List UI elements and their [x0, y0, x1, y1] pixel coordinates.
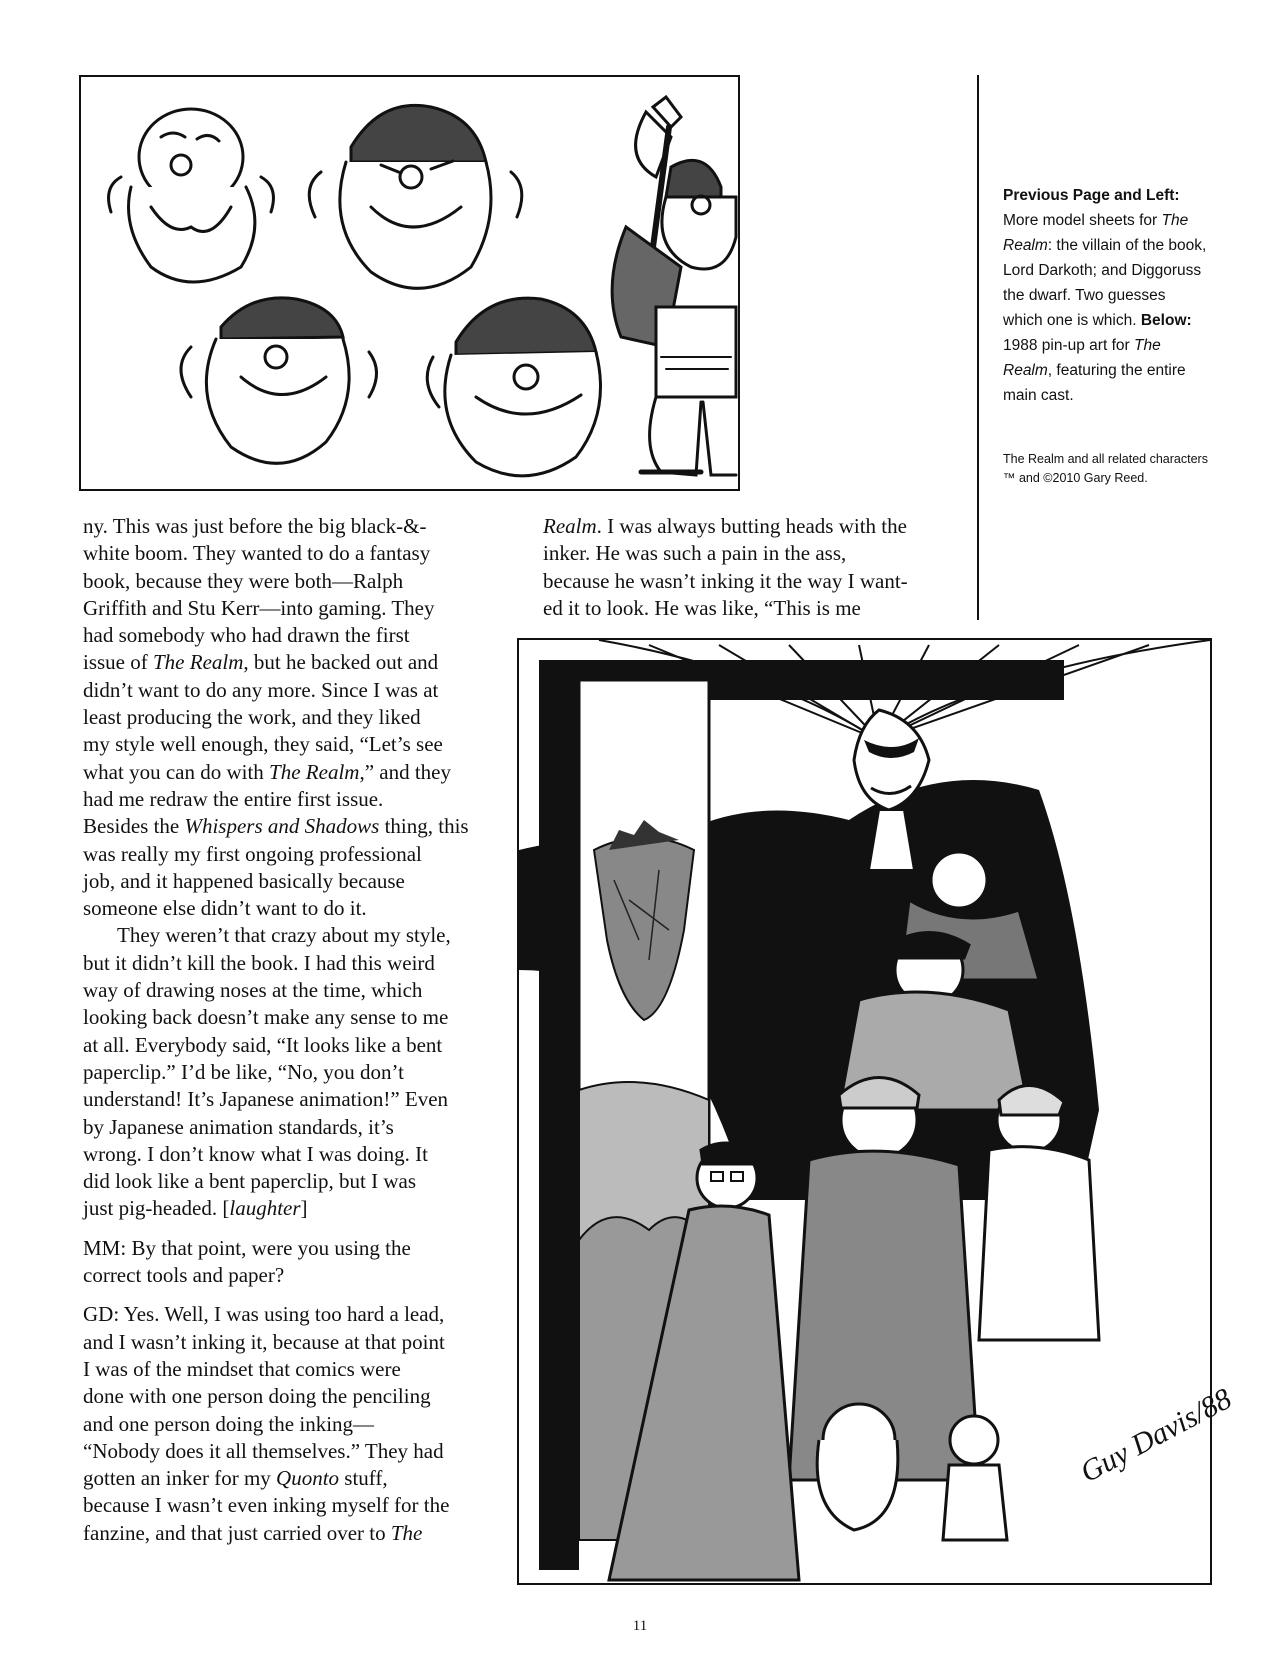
text-line: looking back doesn’t make any sense to me: [83, 1005, 449, 1030]
realm-pinup-illustration: [517, 638, 1237, 1585]
book-title: The Realm: [153, 650, 244, 675]
text-line: way of drawing noses at the time, which: [83, 978, 423, 1003]
book-title: Whispers and Shadows: [184, 814, 380, 839]
text-run: fanzine, and that just carried over to: [83, 1520, 391, 1545]
caption-title-1: The Realm: [1003, 212, 1189, 254]
text-line: wrong. I don’t know what I was doing. It: [83, 1141, 428, 1166]
text-run: Yes. Well, I was using too hard a lead,: [119, 1302, 445, 1327]
text-line: [83, 1465, 513, 1492]
text-run: Besides the: [83, 814, 185, 839]
text-line: done with one person doing the penciling: [83, 1384, 431, 1409]
text-line: did look like a bent paperclip, but I was: [83, 1169, 416, 1194]
text-line: and one person doing the inking—: [83, 1411, 375, 1436]
text-line: correct tools and paper?: [83, 1263, 285, 1288]
text-run: ]: [300, 1196, 308, 1221]
realm-pinup-drawing: [519, 640, 1237, 1583]
caption-text-1c: : the villain of the book, Lord Darkoth; and Diggoruss the dwarf. Two guesses which one is which.: [1003, 237, 1207, 329]
paragraph-1: [83, 513, 513, 922]
dwarf-model-sheet-illustration: [79, 75, 740, 491]
text-line: [543, 513, 943, 540]
text-line: ed it to look. He was like, “This is me: [543, 595, 861, 620]
speaker-label: MM:: [83, 1235, 127, 1260]
text-run: . I was always butting heads with the: [596, 514, 907, 538]
text-line: because he wasn’t inking it the way I want-: [543, 568, 908, 593]
paragraph-2: [83, 922, 513, 1222]
dwarf-head-sketch-2: [309, 105, 522, 288]
text-line: and I wasn’t inking it, because at that point: [83, 1329, 445, 1354]
text-line: someone else didn’t want to do it.: [83, 896, 367, 921]
book-title: Realm: [543, 514, 597, 538]
paragraph-gap: [83, 1289, 513, 1301]
book-title: Quonto: [276, 1466, 340, 1491]
dwarf-full-body-sketch: [612, 97, 736, 475]
text-line: at all. Everybody said, “It looks like a bent: [83, 1032, 443, 1057]
dwarf-head-sketch-4: [427, 298, 600, 476]
text-line: didn’t want to do any more. Since I was at: [83, 677, 439, 702]
text-line: had somebody who had drawn the first: [83, 623, 410, 648]
caption-divider-rule: [977, 75, 979, 620]
text-line: [83, 1520, 513, 1547]
image-caption: [1003, 183, 1208, 408]
answer-gd: [83, 1301, 513, 1547]
text-run: just pig-headed. [: [83, 1196, 230, 1221]
text-line: inker. He was such a pain in the ass,: [543, 541, 847, 566]
question-mm: [83, 1235, 513, 1290]
text-run: issue of: [83, 650, 153, 675]
caption-text-1a: More model sheets for: [1003, 212, 1158, 229]
text-run: thing, this: [379, 814, 469, 839]
text-line: Griffith and Stu Kerr—into gaming. They: [83, 595, 435, 620]
text-line: but it didn’t kill the book. I had this weird: [83, 950, 435, 975]
text-line: understand! It’s Japanese animation!” Even: [83, 1087, 449, 1112]
text-line: [83, 1301, 513, 1328]
caption-label-previous-page: Previous Page and Left:: [1003, 187, 1180, 204]
paragraph-continuation: [543, 513, 943, 622]
copyright-notice: The Realm and all related characters ™ and ©2010 Gary Reed.: [1003, 452, 1208, 485]
text-line: was really my first ongoing professional: [83, 841, 422, 866]
book-title: The Realm: [269, 759, 360, 784]
text-line: by Japanese animation standards, it’s: [83, 1114, 394, 1139]
text-run: , but he backed out and: [243, 650, 439, 675]
stage-direction: laughter: [229, 1196, 301, 1221]
text-line: I was of the mindset that comics were: [83, 1356, 401, 1381]
book-title: The: [390, 1520, 423, 1545]
text-line: They weren’t that crazy about my style,: [117, 923, 451, 948]
text-line: white boom. They wanted to do a fantasy: [83, 541, 431, 566]
body-text-right-column: [543, 513, 943, 622]
text-line: [83, 759, 513, 786]
text-line: “Nobody does it all themselves.” They had: [83, 1438, 444, 1463]
text-line: because I wasn’t even inking myself for the: [83, 1493, 450, 1518]
caption-text-2c: , featuring the entire main cast.: [1003, 362, 1186, 404]
dwarf-model-sheet-drawing: [81, 77, 738, 489]
speaker-label: GD:: [83, 1302, 120, 1327]
paragraph-gap: [83, 1223, 513, 1235]
text-line: [83, 649, 513, 676]
text-run: stuff,: [339, 1466, 388, 1491]
dwarf-head-sketch-3: [181, 298, 377, 464]
text-run: ,” and they: [359, 759, 451, 784]
female-character-head: [931, 852, 987, 908]
text-line: [83, 1195, 513, 1222]
page-number: 11: [632, 1618, 648, 1634]
text-run: By that point, were you using the: [126, 1235, 411, 1260]
child-character-head: [950, 1416, 998, 1464]
caption-title-2: The Realm: [1003, 337, 1161, 379]
text-line: paperclip.” I’d be like, “No, you don’t: [83, 1059, 404, 1084]
caption-label-below: Below:: [1140, 312, 1192, 329]
text-run: gotten an inker for my: [83, 1466, 277, 1491]
body-text-left-column: [83, 513, 513, 1547]
text-line: book, because they were both—Ralph: [83, 568, 404, 593]
text-line: least producing the work, and they liked: [83, 705, 421, 730]
text-line: [83, 813, 513, 840]
dwarf-head-sketch-1: [109, 109, 274, 282]
text-line: job, and it happened basically because: [83, 868, 405, 893]
text-run: what you can do with: [83, 759, 270, 784]
text-line: had me redraw the entire first issue.: [83, 786, 384, 811]
text-line: [83, 1235, 513, 1262]
artist-signature: Guy Davis/88: [1075, 1382, 1237, 1490]
text-line: my style well enough, they said, “Let’s see: [83, 732, 443, 757]
caption-text-2a: 1988 pin-up art for: [1003, 337, 1130, 354]
text-line: ny. This was just before the big black-&-: [83, 514, 427, 538]
